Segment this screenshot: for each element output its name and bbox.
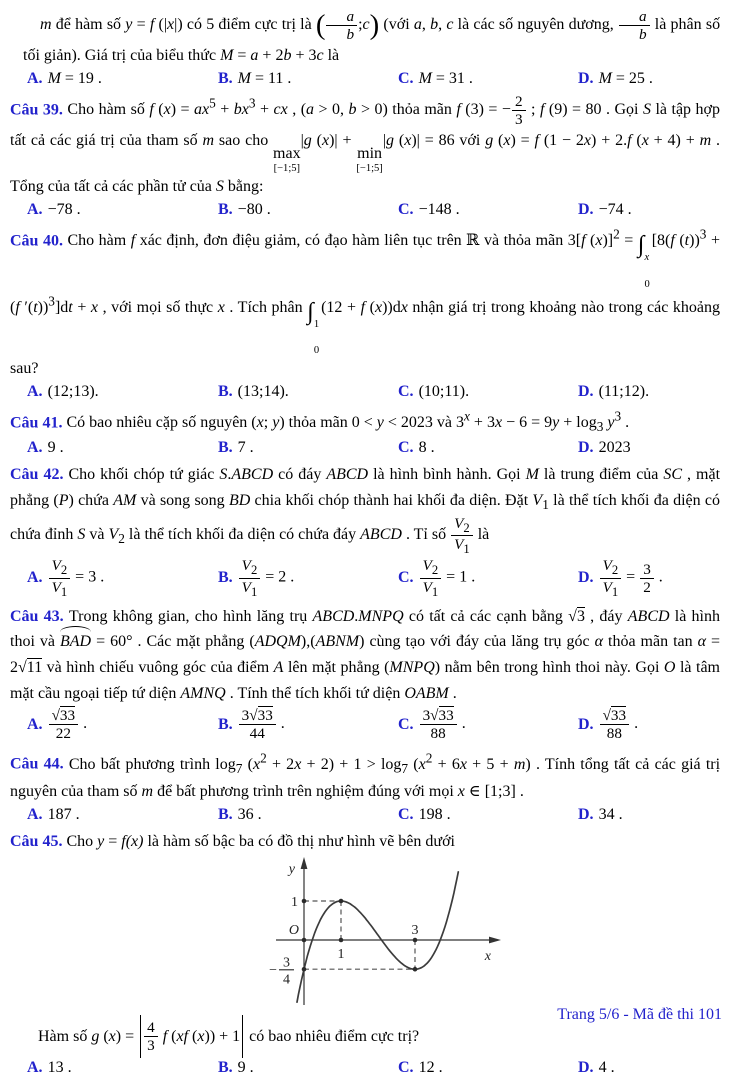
answer-option-D xyxy=(578,70,720,88)
answer-option-C xyxy=(398,383,578,401)
answer-letter: D. xyxy=(578,383,594,401)
question-number: Câu 43. xyxy=(10,607,69,625)
question-40 xyxy=(10,224,720,382)
answer-text: 7 . xyxy=(237,438,254,456)
answer-row xyxy=(10,383,720,401)
answer-option-C xyxy=(398,806,578,824)
question-number: Câu 40. xyxy=(10,232,68,250)
answer-option-A xyxy=(27,707,218,742)
question-44 xyxy=(10,747,720,804)
answer-text: 187 . xyxy=(47,805,80,823)
answer-letter: D. xyxy=(578,200,594,218)
answer-text: −80 . xyxy=(237,200,271,218)
answer-option-D xyxy=(578,1059,720,1077)
answer-row xyxy=(10,201,720,219)
answer-letter: B. xyxy=(218,383,233,401)
answer-option-B xyxy=(218,201,398,219)
answer-row xyxy=(10,707,720,742)
question-38-continuation xyxy=(23,8,720,69)
y-axis-label: y xyxy=(288,862,295,878)
answer-text: (12;13). xyxy=(47,383,99,401)
answer-option-A xyxy=(27,439,218,457)
answer-letter: A. xyxy=(27,383,43,401)
answer-text: 2023 xyxy=(598,438,631,456)
answer-letter: D. xyxy=(578,438,594,456)
question-list-top xyxy=(10,8,720,854)
answer-text: (13;14). xyxy=(237,383,289,401)
answer-text: 9 . xyxy=(47,438,64,456)
question-text: Cho hàm f xác định, đơn điệu giảm, có đạo hàm liên tục trên ℝ và thỏa mãn 3[f (x)]$^2$ = ∫ x 0 [8(f (t))$^3$ + (f ′(t))$^3$]dt + x , với mọi số thực x . Tích phân ∫ 1 0 (12 + f (x))dx nhận giá trị trong khoảng nào trong các khoảng sau? xyxy=(10,226,720,378)
answer-option-B xyxy=(218,557,398,598)
answer-letter: C. xyxy=(398,569,414,587)
key-point-dots xyxy=(302,899,418,972)
answer-option-D xyxy=(578,557,720,598)
question-number: Câu 41. xyxy=(10,414,67,432)
answer-letter: D. xyxy=(578,69,594,87)
answer-letter: A. xyxy=(27,569,43,587)
answer-letter: B. xyxy=(218,438,233,456)
x-axis-label: x xyxy=(484,949,491,965)
answer-text: $\frac{√33}{22}$ . xyxy=(48,707,88,742)
answer-letter: A. xyxy=(27,69,43,87)
answer-text: $\frac{V_2}{V_1}$ = 3 . xyxy=(48,557,105,598)
answer-text: 198 . xyxy=(418,805,451,823)
question-list-bottom xyxy=(10,1015,720,1077)
question-number: Câu 42. xyxy=(10,465,69,483)
answer-option-C xyxy=(398,439,578,457)
answer-text: 36 . xyxy=(237,805,262,823)
answer-letter: B. xyxy=(218,805,233,823)
answer-row xyxy=(10,806,720,824)
min-tick-numerator: 3 xyxy=(283,955,290,971)
answer-letter: B. xyxy=(218,69,233,87)
answer-text: $\frac{3√33}{44}$ . xyxy=(238,707,285,742)
answer-option-B xyxy=(218,439,398,457)
origin-label: O xyxy=(288,923,299,939)
answer-letter: D. xyxy=(578,715,594,733)
answer-row xyxy=(10,557,720,598)
answer-letter: C. xyxy=(398,200,414,218)
answer-row xyxy=(10,70,720,88)
cubic-graph-figure xyxy=(268,856,720,1013)
answer-text: (11;12). xyxy=(598,383,650,401)
answer-text: M = 31 . xyxy=(418,69,473,87)
question-text: Cho y = f(x) là hàm số bậc ba có đồ thị như hình vẽ bên dưới xyxy=(66,832,455,850)
question-42 xyxy=(10,462,720,557)
answer-letter: C. xyxy=(398,805,414,823)
x-tick-1: 1 xyxy=(337,947,345,963)
cubic-curve xyxy=(297,872,458,1002)
question-41 xyxy=(10,406,720,438)
answer-letter: C. xyxy=(398,69,414,87)
question-text: m để hàm số y = f (|x|) có 5 điểm cực trị là ( $\frac{a}{b}$ ;c) (với a, b, c là các số nguyên dương, $\frac{a}{b}$ là phân số tối giản). Giá trị của biểu thức M = a + 2b + 3c là xyxy=(23,8,721,65)
min-tick-sign: − xyxy=(269,963,277,979)
question-text: Hàm số g (x) = $\frac{4}{3}$ f (xf (x)) + 1 có bao nhiêu điểm cực trị? xyxy=(38,1028,419,1045)
answer-letter: A. xyxy=(27,438,43,456)
answer-letter: B. xyxy=(218,715,233,733)
answer-option-A xyxy=(27,1059,218,1077)
answer-letter: B. xyxy=(218,569,233,587)
question-text: Cho hàm số f $(x) = ax^5 + bx^3$ + cx , (a > 0, b > 0) thỏa mãn f (3) = − $\frac{2}{3}$ ; f (9) = 80 . Gọi S là tập hợp tất cả các giá trị của tham số m sao cho max [−1;5] |g (x)| + min [−1;5] |g (x)| = 86 với g (x) = f (1 − 2x) + 2.f (x + 4) + m . Tổng của tất cả các phần tử của S bằng: xyxy=(10,92,721,196)
answer-option-A xyxy=(27,201,218,219)
answer-text: −78 . xyxy=(47,200,81,218)
answer-row xyxy=(10,1059,720,1077)
answer-text: −74 . xyxy=(598,200,632,218)
answer-letter: D. xyxy=(578,569,594,587)
answer-option-D xyxy=(578,439,720,457)
y-tick-1: 1 xyxy=(291,895,298,911)
answer-text: $\frac{√33}{88}$ . xyxy=(599,707,639,742)
question-number: Câu 39. xyxy=(10,100,68,118)
answer-text: 13 . xyxy=(47,1059,72,1077)
answer-option-C xyxy=(398,70,578,88)
question-43 xyxy=(10,604,720,706)
answer-text: $\frac{V_2}{V_1}$ = 1 . xyxy=(419,557,476,598)
question-text: Có bao nhiêu cặp số nguyên (x; y) thỏa mãn 0 < y < 2023 và $3^x + 3x - 6 = 9y + \log_3 y^3$ . xyxy=(66,409,630,435)
question-39 xyxy=(10,93,720,200)
answer-option-A xyxy=(27,806,218,824)
answer-option-C xyxy=(398,557,578,598)
answer-letter: A. xyxy=(27,805,43,823)
answer-text: M = 11 . xyxy=(237,69,292,87)
answer-option-D xyxy=(578,201,720,219)
answer-option-C xyxy=(398,1059,578,1077)
answer-letter: C. xyxy=(398,383,414,401)
answer-option-B xyxy=(218,383,398,401)
answer-option-D xyxy=(578,806,720,824)
answer-option-A xyxy=(27,70,218,88)
cubic-graph xyxy=(268,856,504,1008)
answer-letter: A. xyxy=(27,715,43,733)
page-footer-text: Trang 5/6 - Mã đề thi 101 xyxy=(557,1006,722,1023)
answer-letter: B. xyxy=(218,1059,233,1077)
answer-letter: B. xyxy=(218,200,233,218)
answer-option-D xyxy=(578,383,720,401)
answer-text: M = 25 . xyxy=(598,69,653,87)
answer-text: 34 . xyxy=(598,805,623,823)
answer-option-B xyxy=(218,707,398,742)
answer-letter: A. xyxy=(27,1059,43,1077)
answer-option-C xyxy=(398,707,578,742)
x-tick-3: 3 xyxy=(411,923,419,939)
answer-letter: D. xyxy=(578,1059,594,1077)
answer-option-D xyxy=(578,707,720,742)
x-axis-arrow-icon xyxy=(489,937,501,944)
answer-text: $\frac{V_2}{V_1}$ = $\frac{3}{2}$ . xyxy=(599,557,663,598)
answer-option-B xyxy=(218,1059,398,1077)
question-number: Câu 45. xyxy=(10,832,67,850)
answer-text: 12 . xyxy=(418,1059,443,1077)
answer-option-B xyxy=(218,70,398,88)
y-axis-arrow-icon xyxy=(301,857,308,869)
answer-letter: C. xyxy=(398,715,414,733)
question-number: Câu 44. xyxy=(10,755,69,773)
answer-text: M = 19 . xyxy=(47,69,102,87)
answer-option-B xyxy=(218,806,398,824)
answer-text: 4 . xyxy=(598,1059,615,1077)
answer-letter: C. xyxy=(398,438,414,456)
answer-text: −148 . xyxy=(418,200,460,218)
question-text: Cho bất phương trình $\log_7 (x^2 + 2x + 2) + 1 > \log_7 (x^2 + 6x + 5 + m)$ . Tính tổng tất cả các giá trị nguyên của tham số m để bất phương trình trên nghiệm đúng với mọi x ∈ [1;3] . xyxy=(10,750,721,801)
question-text: Cho khối chóp tứ giác S.ABCD có đáy ABCD là hình bình hành. Gọi M là trung điểm của SC , mặt phẳng (P) chứa AM và song song BD chia khối chóp thành hai khối đa diện. Đặt $V_1$ là thể tích khối đa diện có chứa đỉnh S và $V_2$ là thể tích khối đa diện có chứa đáy ABCD . Tỉ số $\frac{V_2}{V_1}$ là xyxy=(10,465,721,557)
question-text: Trong không gian, cho hình lăng trụ ABCD.MNPQ có tất cả các cạnh bằng √3 , đáy ABCD là hình thoi và BAD = 60° . Các mặt phẳng (ADQM),(ABNM) cùng tạo với đáy của lăng trụ góc α thỏa mãn tan α = 2√11 và hình chiếu vuông góc của điểm A lên mặt phẳng (MNPQ) nằm bên trong hình thoi này. Gọi O là tâm mặt cầu ngoại tiếp tứ diện AMNQ . Tính thể tích khối tứ diện OABM . xyxy=(10,607,721,702)
answer-option-C xyxy=(398,201,578,219)
answer-row xyxy=(10,439,720,457)
answer-text: (10;11). xyxy=(418,383,470,401)
answer-text: $\frac{V_2}{V_1}$ = 2 . xyxy=(238,557,295,598)
answer-text: 8 . xyxy=(418,438,435,456)
answer-letter: A. xyxy=(27,200,43,218)
answer-text: 9 . xyxy=(237,1059,254,1077)
min-tick-denominator: 4 xyxy=(283,972,290,988)
answer-letter: C. xyxy=(398,1059,414,1077)
page-footer xyxy=(557,1006,722,1024)
question-45-intro xyxy=(10,829,720,855)
answer-letter: D. xyxy=(578,805,594,823)
answer-option-A xyxy=(27,383,218,401)
answer-text: $\frac{3√33}{88}$ . xyxy=(419,707,466,742)
answer-option-A xyxy=(27,557,218,598)
